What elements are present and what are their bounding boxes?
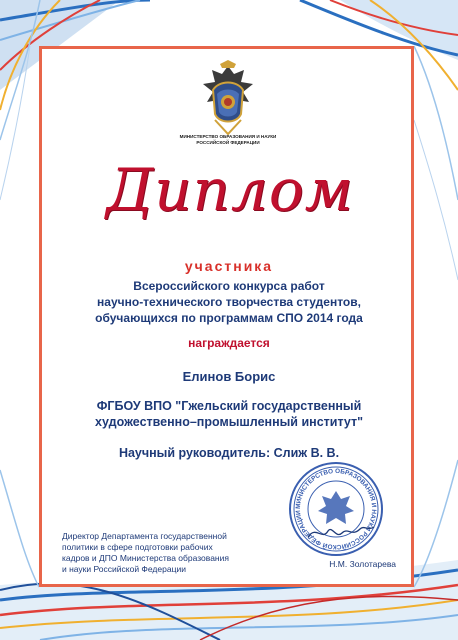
stamp-text: МИНИСТЕРСТВО ОБРАЗОВАНИЯ И НАУКИ РОССИЙСКОЙ ФЕДЕРАЦИИ bbox=[294, 467, 378, 551]
signatory-position bbox=[62, 531, 284, 575]
contest-line: Всероссийского конкурса работ bbox=[133, 279, 325, 293]
signatory-name: Н.М. Золотарева bbox=[329, 559, 396, 569]
ministry-name: МИНИСТЕРСТВО ОБРАЗОВАНИЯ И НАУКИ РОССИЙСКОЙ ФЕДЕРАЦИИ bbox=[179, 134, 277, 145]
organization-line: художественно–промышленный институт" bbox=[94, 415, 364, 429]
contest-line: научно-технического творчества студентов, bbox=[97, 295, 361, 309]
ministry-emblem-icon bbox=[197, 60, 259, 136]
organization-line: ФГБОУ ВПО "Гжельский государственный bbox=[96, 399, 362, 413]
contest-description bbox=[60, 278, 398, 326]
contest-line: обучающихся по программам СПО 2014 года bbox=[95, 311, 363, 325]
diploma-title: Диплом bbox=[106, 156, 354, 224]
position-line: Директор Департамента государственной bbox=[62, 531, 227, 541]
position-line: политики в сфере подготовки рабочих bbox=[62, 542, 213, 552]
participant-label: участника bbox=[184, 258, 274, 274]
advisor-line: Научный руководитель: Слиж В. В. bbox=[118, 446, 340, 460]
organization-name bbox=[55, 398, 403, 430]
position-line: кадров и ДПО Министерства образования bbox=[62, 553, 229, 563]
signature-icon bbox=[306, 521, 376, 543]
position-line: и науки Российской Федерации bbox=[62, 564, 186, 574]
awarded-label: награждается bbox=[188, 336, 270, 350]
recipient-name: Елинов Борис bbox=[182, 369, 276, 384]
